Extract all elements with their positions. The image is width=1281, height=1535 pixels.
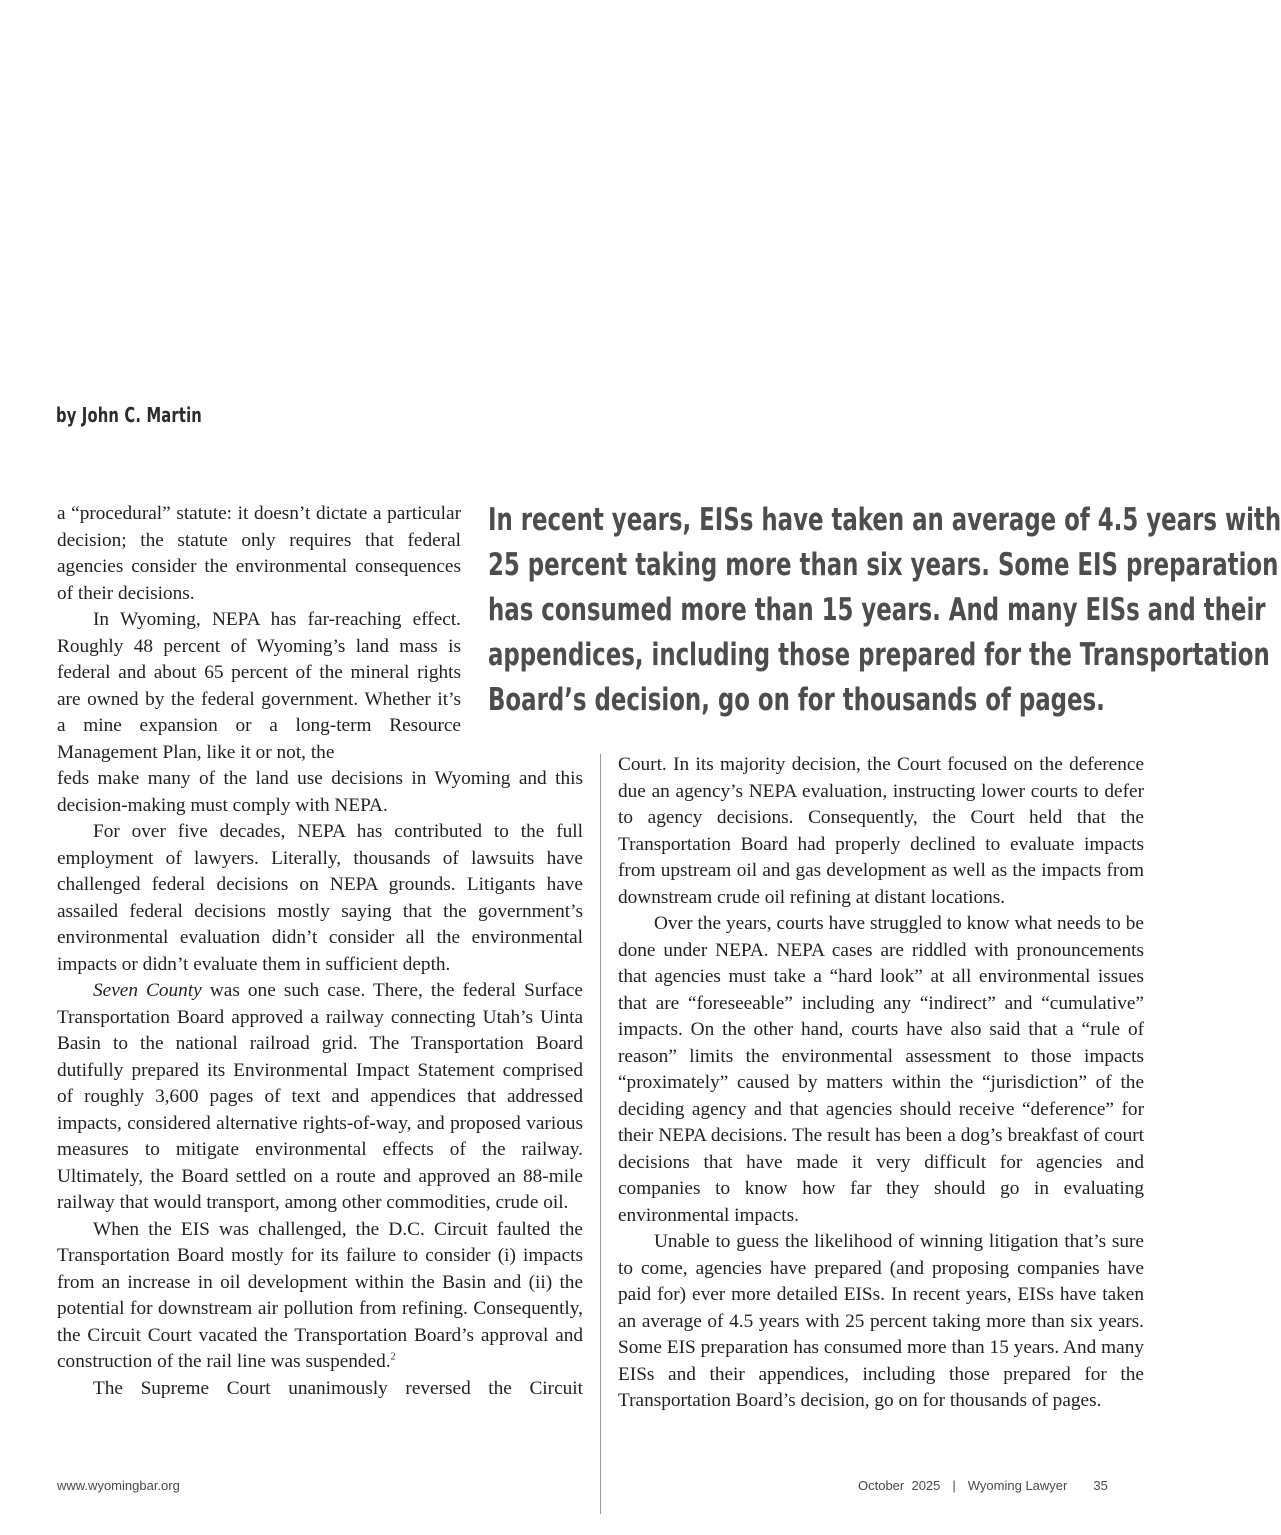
paragraph [57, 978, 583, 1217]
paragraph: For over five decades, NEPA has contributed to the full employment of lawyers. Literally, thousands of lawsuits have challenged federal decisions on NEPA grounds. Litigants have assailed federal decisions mostly saying that the government’s environmental evaluation didn’t consider all the environmental impacts or didn’t evaluate them in sufficient depth. [57, 821, 583, 975]
right-column [618, 752, 1144, 1415]
paragraph: feds make many of the land use decisions in Wyoming and this decision-making must comply with NEPA. [57, 768, 583, 816]
pull-quote [488, 498, 1281, 723]
left-column-bottom [57, 766, 583, 1402]
paragraph: Over the years, courts have struggled to know what needs to be done under NEPA. NEPA cases are riddled with pronouncements that agencies must take a “hard look” at all environmental issues that are “foreseeable” including any “indirect” and “cumulative” impacts. On the other hand, courts have also said that a “rule of reason” limits the environmental assessment to those impacts “proximately” caused by matters within the “jurisdiction” of the deciding agency and that agencies should receive “deference” for their NEPA decisions. The result has been a dog’s breakfast of court decisions that have made it very difficult for agencies and companies to know how far they should go in evaluating environmental impacts. [618, 913, 1144, 1226]
footer-separator: | [952, 1478, 956, 1493]
footer-publication: Wyoming Lawyer [967, 1478, 1068, 1493]
paragraph-text: was one such case. There, the federal Surface Transportation Board approved a railway connecting Utah’s Uinta Basin to the national railroad grid. The Transportation Board dutifully prepared its Environmental Impact Statement comprised of roughly 3,600 pages of text and appendices that addressed impacts, considered alternative rights-of-way, and proposed various measures to mitigate environmental effects of the railway. Ultimately, the Board settled on a route and approved an 88-mile railway that would transport, among other commodities, crude oil. [57, 980, 583, 1213]
footer-website: www.wyomingbar.org [57, 1478, 180, 1493]
paragraph: In Wyoming, NEPA has far-reaching effect. Roughly 48 percent of Wyoming’s land mass is federal and about 65 percent of the mineral rights are owned by the federal government. Whether it’s a mine expansion or a long-term Resource Management Plan, like it or not, the [57, 609, 461, 763]
paragraph: Court. In its majority decision, the Court focused on the deference due an agency’s NEPA evaluation, instructing lower courts to defer to agency decisions. Consequently, the Court held that the Transportation Board had properly declined to evaluate impacts from upstream oil and gas development as well as the impacts from downstream crude oil refining at distant locations. [618, 754, 1144, 908]
paragraph-text: When the EIS was challenged, the D.C. Circuit faulted the Transportation Board mostly for its failure to consider (i) impacts from an increase in oil development within the Basin and (ii) the potential for downstream air pollution from refining. Consequently, the Circuit Court vacated the Transportation Board’s approval and construction of the rail line was suspended. [57, 1218, 583, 1372]
footer-date: October 2025 [858, 1478, 941, 1493]
footnote-marker: 2 [390, 1351, 396, 1363]
pull-quote-line: has consumed more than 15 years. And many EISs and their [488, 592, 1266, 628]
left-column-top [57, 501, 461, 766]
page-number: 35 [1093, 1478, 1108, 1493]
pull-quote-line: appendices, including those prepared for the Transportation [488, 637, 1270, 673]
pull-quote-line: Board’s decision, go on for thousands of pages. [488, 682, 1105, 718]
case-name: Seven County [93, 980, 202, 1001]
footer-info [858, 1478, 1108, 1493]
column-divider [600, 754, 601, 1514]
pull-quote-line: In recent years, EISs have taken an average of 4.5 years with [488, 502, 1281, 538]
paragraph: The Supreme Court unanimously reversed the Circuit [93, 1377, 583, 1399]
paragraph [57, 1217, 583, 1376]
byline: by John C. Martin [56, 403, 202, 427]
pull-quote-line: 25 percent taking more than six years. Some EIS preparation [488, 547, 1279, 583]
paragraph: Unable to guess the likelihood of winning litigation that’s sure to come, agencies have prepared (and proposing companies have paid for) ever more detailed EISs. In recent years, EISs have taken an average of 4.5 years with 25 percent taking more than six years. Some EIS preparation has consumed more than 15 years. And many EISs and their appendices, including those prepared for the Transportation Board’s decision, go on for thousands of pages. [618, 1231, 1144, 1411]
paragraph: a “procedural” statute: it doesn’t dictate a particular decision; the statute only requires that federal agencies consider the environmental consequences of their decisions. [57, 503, 461, 604]
